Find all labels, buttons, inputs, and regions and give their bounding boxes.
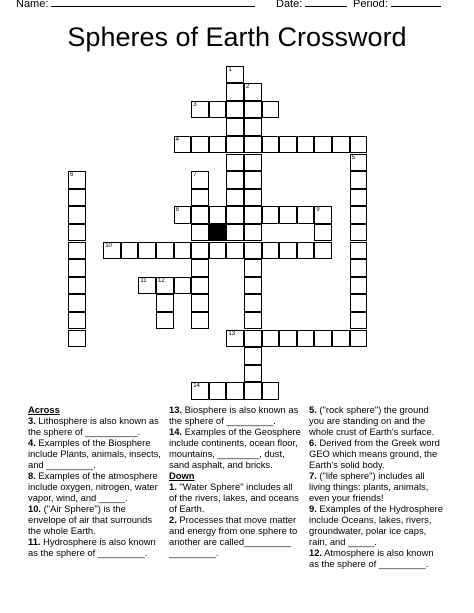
crossword-cell[interactable]	[350, 312, 368, 330]
clue-number-label: 8.	[28, 470, 36, 481]
page-title: Spheres of Earth Crossword	[67, 22, 407, 52]
clue	[28, 415, 163, 437]
clue-number-label: 3.	[28, 415, 36, 426]
crossword-cell[interactable]	[121, 242, 139, 260]
crossword-cell[interactable]	[68, 224, 86, 242]
crossword-cell[interactable]	[244, 365, 262, 383]
clue-number-label: 14.	[169, 426, 183, 437]
crossword-cell[interactable]	[174, 242, 192, 260]
clue-number-label: 10.	[28, 503, 42, 514]
crossword-cell[interactable]	[226, 171, 244, 189]
clue	[28, 470, 163, 503]
clue	[309, 437, 444, 470]
clue-number: 13	[228, 330, 236, 337]
down-clue-list	[169, 481, 302, 558]
clue	[309, 404, 444, 437]
crossword-cell[interactable]	[244, 259, 262, 277]
clues-column-1	[28, 404, 163, 558]
clue-number: 14	[193, 383, 200, 390]
crossword-cell[interactable]	[138, 277, 156, 295]
crossword-cell[interactable]	[244, 83, 262, 101]
crossword-cell[interactable]	[68, 277, 86, 295]
crossword-cell[interactable]	[68, 189, 86, 207]
clue	[169, 426, 302, 470]
crossword-cell[interactable]	[350, 154, 368, 172]
crossword-cell[interactable]	[226, 330, 244, 348]
crossword-cell[interactable]	[244, 347, 262, 365]
period-label: Period:	[353, 0, 388, 10]
clue-text: Biosphere is also known as the sphere of _________.	[169, 404, 299, 426]
clue-number: 1	[228, 66, 232, 73]
crossword-cell[interactable]	[156, 242, 174, 260]
crossword-cell[interactable]	[226, 242, 244, 260]
crossword-cell[interactable]	[191, 206, 209, 224]
crossword-cell[interactable]	[262, 242, 280, 260]
crossword-cell[interactable]	[226, 83, 244, 101]
clue	[309, 547, 444, 569]
crossword-cell[interactable]	[262, 382, 280, 400]
clue-number: 7	[193, 172, 197, 179]
crossword-cell[interactable]	[191, 294, 209, 312]
crossword-cell[interactable]	[209, 242, 227, 260]
crossword-cell[interactable]	[262, 136, 280, 154]
crossword-cell[interactable]	[314, 136, 332, 154]
crossword-cell[interactable]	[350, 330, 368, 348]
crossword-cell[interactable]	[191, 224, 209, 242]
crossword-cell[interactable]	[350, 224, 368, 242]
crossword-cell[interactable]	[68, 206, 86, 224]
clue	[28, 503, 163, 536]
crossword-cell[interactable]	[244, 294, 262, 312]
clue-text: Atmosphere is also known as the sphere of _________.	[309, 547, 434, 569]
crossword-cell[interactable]	[314, 330, 332, 348]
crossword-cell[interactable]	[68, 171, 86, 189]
across-heading: Across	[28, 404, 60, 415]
crossword-cell[interactable]	[350, 242, 368, 260]
crossword-cell[interactable]	[279, 242, 297, 260]
crossword-cell[interactable]	[191, 277, 209, 295]
crossword-cell[interactable]	[350, 171, 368, 189]
name-label: Name:	[16, 0, 49, 10]
crossword-cell[interactable]	[209, 101, 227, 119]
crossword-cell[interactable]	[350, 136, 368, 154]
crossword-cell[interactable]	[174, 277, 192, 295]
clue-text: ("life sphere") includes all living things: plants, animals, even your friends!	[309, 470, 429, 503]
crossword-cell[interactable]	[350, 294, 368, 312]
crossword-cell[interactable]	[350, 277, 368, 295]
crossword-cell[interactable]	[244, 136, 262, 154]
clue-number: 11	[140, 277, 147, 284]
crossword-cell[interactable]	[226, 154, 244, 172]
clue-text: Derived from the Greek word GEO which means ground, the Earth's solid body.	[309, 437, 440, 470]
crossword-cell[interactable]	[244, 171, 262, 189]
crossword-cell[interactable]	[226, 206, 244, 224]
crossword-cell[interactable]	[191, 136, 209, 154]
clue-number: 9	[316, 207, 320, 214]
clue-number-label: 1.	[169, 481, 177, 492]
clue	[28, 437, 163, 470]
clue-text: Examples of the Geosphere include continents, ocean floor, mountains, ________, dust, sand asphalt, and bricks.	[169, 426, 301, 470]
clue-number-label: 11.	[28, 536, 41, 547]
crossword-cell[interactable]	[279, 206, 297, 224]
crossword-cell[interactable]	[191, 189, 209, 207]
crossword-cell[interactable]	[226, 118, 244, 136]
crossword-cell[interactable]	[350, 206, 368, 224]
crossword-cell[interactable]	[68, 259, 86, 277]
crossword-cell[interactable]	[332, 136, 350, 154]
clue-number: 3	[193, 101, 197, 108]
crossword-cell[interactable]	[191, 382, 209, 400]
clue-number: 10	[105, 242, 112, 249]
crossword-cell[interactable]	[244, 118, 262, 136]
crossword-cell[interactable]	[244, 330, 262, 348]
crossword-cell[interactable]	[191, 242, 209, 260]
clue-number-label: 6.	[309, 437, 317, 448]
clue	[169, 404, 302, 426]
crossword-cell[interactable]	[191, 312, 209, 330]
crossword-cell[interactable]	[244, 206, 262, 224]
down-clue-list-continued	[309, 404, 444, 569]
clue-text: Lithosphere is also known as the sphere of __________.	[28, 415, 159, 437]
crossword-cell[interactable]	[226, 101, 244, 119]
crossword-cell[interactable]	[297, 136, 315, 154]
crossword-cell[interactable]	[244, 189, 262, 207]
clue-number: 12	[158, 277, 165, 284]
crossword-cell[interactable]	[209, 382, 227, 400]
crossword-cell[interactable]	[297, 206, 315, 224]
crossword-cell[interactable]	[350, 189, 368, 207]
clue-number-label: 13.	[169, 404, 183, 415]
crossword-cell[interactable]	[103, 242, 121, 260]
crossword-cell[interactable]	[226, 66, 244, 84]
across-clue-list	[28, 415, 163, 558]
crossword-cell[interactable]	[226, 224, 244, 242]
clues-column-3	[309, 404, 444, 569]
clue-text: ("Air Sphere") is the envelope of air that surrounds the whole Earth.	[28, 503, 153, 536]
crossword-cell[interactable]	[68, 242, 86, 260]
crossword-cell[interactable]	[279, 136, 297, 154]
clue	[169, 481, 302, 514]
clue-number: 8	[175, 207, 179, 214]
clue-number: 6	[70, 172, 74, 179]
clue	[28, 536, 163, 558]
crossword-cell[interactable]	[350, 259, 368, 277]
clue-number: 4	[175, 136, 179, 143]
crossword-cell[interactable]	[191, 101, 209, 119]
clue-number-label: 4.	[28, 437, 36, 448]
clue	[309, 470, 444, 503]
crossword-cell[interactable]	[244, 101, 262, 119]
clue-number-label: 9.	[309, 503, 317, 514]
clue	[169, 514, 302, 558]
crossword-cell[interactable]	[156, 277, 174, 295]
clue-text: Examples of the atmosphere include oxygen, nitrogen, water vapor, wind, and _____.	[28, 470, 158, 503]
crossword-cell[interactable]	[156, 312, 174, 330]
clue-number-label: 7.	[309, 470, 317, 481]
crossword-cell[interactable]	[297, 242, 315, 260]
crossword-cell[interactable]	[244, 224, 262, 242]
clue-number-label: 2.	[169, 514, 177, 525]
clue-number-label: 5.	[309, 404, 317, 415]
crossword-cell[interactable]	[226, 382, 244, 400]
date-label: Date:	[276, 0, 303, 10]
crossword-black-square	[209, 224, 227, 242]
crossword-cell[interactable]	[209, 136, 227, 154]
clue-text: Examples of the Biosphere include Plants, animals, insects, and _________.	[28, 437, 161, 470]
crossword-cell[interactable]	[138, 242, 156, 260]
crossword-cell[interactable]	[314, 242, 332, 260]
crossword-cell[interactable]	[68, 330, 86, 348]
crossword-cell[interactable]	[226, 136, 244, 154]
clue-text: Examples of the Hydrosphere include Oceans, lakes, rivers, groundwater, polar ice caps, rain, and _____.	[309, 503, 443, 547]
crossword-cell[interactable]	[191, 259, 209, 277]
crossword-cell[interactable]	[174, 136, 192, 154]
crossword-cell[interactable]	[314, 206, 332, 224]
crossword-cell[interactable]	[244, 382, 262, 400]
clue	[309, 503, 444, 547]
crossword-cell[interactable]	[209, 206, 227, 224]
crossword-cell[interactable]	[244, 154, 262, 172]
across-clue-list-continued	[169, 404, 302, 470]
crossword-cell[interactable]	[226, 189, 244, 207]
down-heading: Down	[169, 470, 195, 481]
crossword-cell[interactable]	[332, 330, 350, 348]
crossword-cell[interactable]	[68, 294, 86, 312]
crossword-cell[interactable]	[297, 330, 315, 348]
clue-number-label: 12.	[309, 547, 323, 558]
clue-number: 2	[246, 84, 250, 91]
crossword-cell[interactable]	[244, 242, 262, 260]
crossword-cell[interactable]	[262, 101, 280, 119]
crossword-cell[interactable]	[279, 330, 297, 348]
clues-column-2	[169, 404, 302, 558]
clue-text: "Water Sphere" includes all of the rivers, lakes, and oceans of Earth.	[169, 481, 299, 514]
clue-text: Hydrosphere is also known as the sphere of _________.	[28, 536, 156, 558]
clue-number: 5	[351, 154, 355, 161]
crossword-cell[interactable]	[262, 206, 280, 224]
crossword-cell[interactable]	[174, 206, 192, 224]
clue-text: ("rock sphere") the ground you are standing on and the whole crust of Earth's surface.	[309, 404, 435, 437]
crossword-cell[interactable]	[314, 224, 332, 242]
crossword-cell[interactable]	[68, 312, 86, 330]
crossword-cell[interactable]	[244, 312, 262, 330]
crossword-cell[interactable]	[191, 171, 209, 189]
crossword-cell[interactable]	[262, 330, 280, 348]
crossword-cell[interactable]	[156, 294, 174, 312]
clue-text: Processes that move matter and energy from one sphere to another are called_________ _________.	[169, 514, 298, 558]
crossword-cell[interactable]	[244, 277, 262, 295]
